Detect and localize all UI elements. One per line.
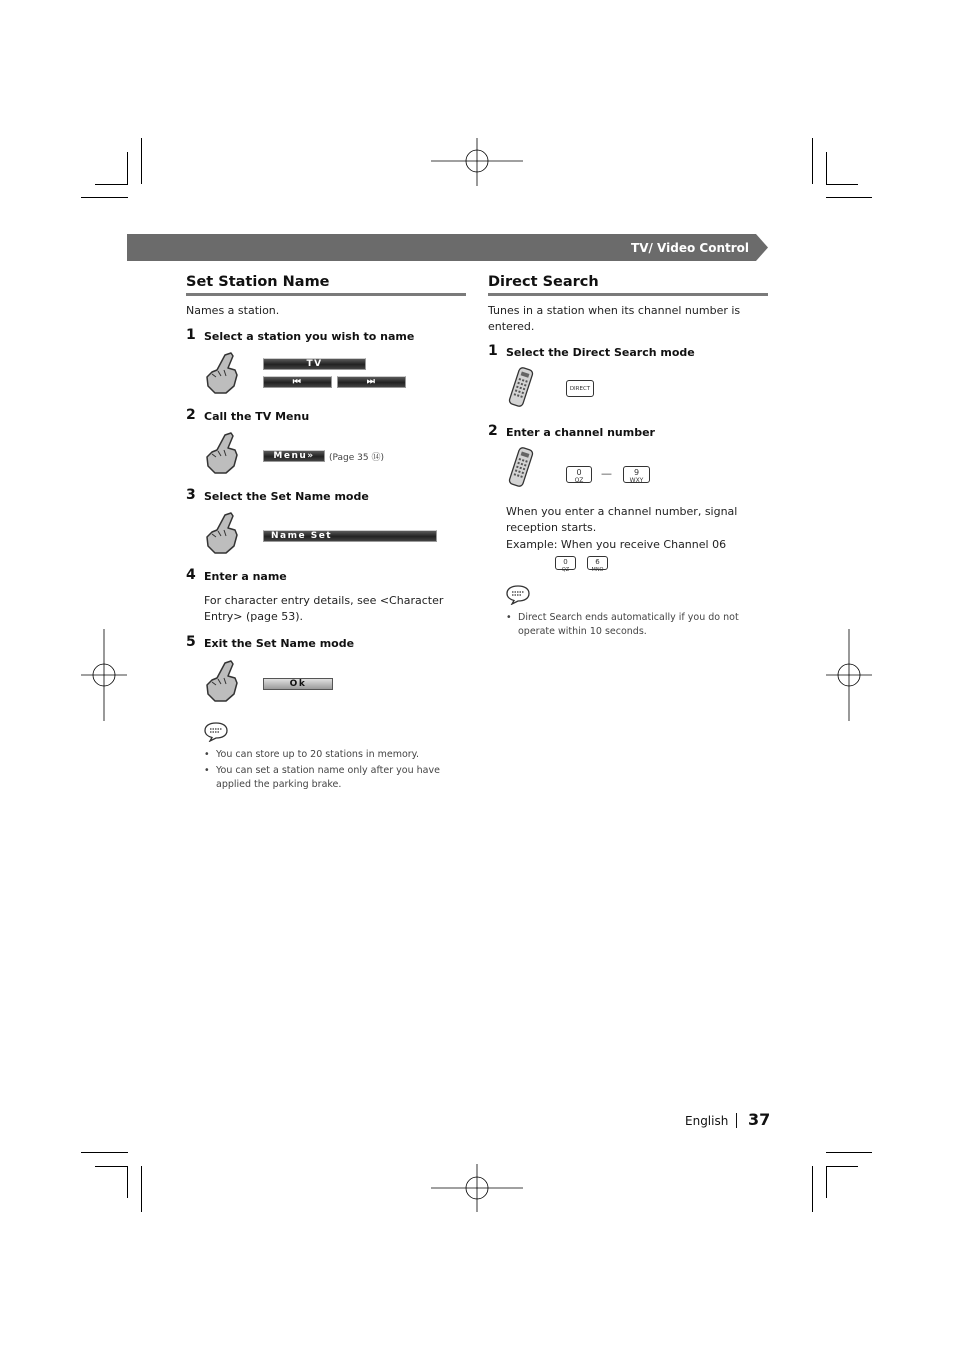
note-icon [506,585,530,605]
left-step-5-number: 5 [186,634,196,650]
note-icon [204,722,228,742]
left-step-4-number: 4 [186,567,196,583]
header-arrow [756,234,768,261]
left-step-2-text: Call the TV Menu [204,410,310,423]
set-station-name-title: Set Station Name [186,274,330,290]
zero-key-label: 0 [576,468,582,477]
left-intro: Names a station. [186,304,280,317]
name-set-button[interactable]: Name Set [263,530,437,542]
direct-key[interactable] [566,380,594,397]
registration-mark-bottom [431,1164,523,1212]
right-step-2-text: Enter a channel number [506,426,655,439]
left-note-2: • You can set a station name only after you have applied the parking brake. [204,765,440,790]
footer-language: English [685,1114,729,1128]
example-six-key [587,556,608,573]
left-step-4-detail: For character entry details, see <Character Entry> (page 53). [204,594,444,623]
menu-page-reference: (Page 35 ⑭) [329,453,384,463]
touch-hand-icon [204,660,240,702]
registration-mark-top [431,138,523,186]
right-section-rule [488,293,768,296]
header-title: TV/ Video Control [631,241,749,255]
left-note-1: • You can store up to 20 stations in memory. [204,749,419,760]
left-step-3-number: 3 [186,487,196,503]
menu-button[interactable]: Menu» [263,450,325,462]
right-step-1-number: 1 [488,343,498,359]
footer-divider [736,1113,737,1128]
left-step-2-number: 2 [186,407,196,423]
left-note-2-text: You can set a station name only after you have applied the parking brake. [216,765,440,790]
right-step-2-number: 2 [488,423,498,439]
right-intro: Tunes in a station when its channel number is entered. [488,304,741,333]
left-step-1-number: 1 [186,327,196,343]
registration-mark-left [81,629,127,721]
remote-control-icon [505,367,537,407]
key-range-dash: — [601,467,612,480]
touch-hand-icon [204,512,240,554]
left-step-3-text: Select the Set Name mode [204,490,369,503]
right-note-1: • Direct Search ends automatically if you do not operate within 10 seconds. [506,612,739,637]
right-note-1-text: Direct Search ends automatically if you do not operate within 10 seconds. [518,612,739,637]
left-step-4-text: Enter a name [204,570,287,583]
touch-hand-icon [204,432,240,474]
left-note-1-text: You can store up to 20 stations in memory. [216,749,419,760]
left-section-rule [186,293,466,296]
right-step-2-detail: When you enter a channel number, signal reception starts. [506,505,738,534]
zero-key-sub: QZ [574,477,584,484]
left-step-1-text: Select a station you wish to name [204,330,415,343]
example-zero-key [555,556,576,573]
left-step-5-text: Exit the Set Name mode [204,637,355,650]
example-zero-key-label: 0 [563,558,568,566]
registration-mark-right [826,629,872,721]
nine-key[interactable] [623,466,650,483]
remote-control-icon [505,447,537,487]
right-example: Example: When you receive Channel 06 [506,538,727,551]
page-number: 37 [748,1110,771,1129]
example-six-key-label: 6 [595,558,600,566]
right-step-1-text: Select the Direct Search mode [506,346,695,359]
example-six-key-sub: MNO [591,567,604,573]
example-zero-key-sub: QZ [561,567,570,573]
zero-key[interactable] [566,466,592,483]
next-station-button[interactable]: ⏭ [337,376,406,388]
nine-key-sub: WXY [629,477,644,484]
nine-key-label: 9 [633,468,640,477]
tv-button[interactable]: TV [263,358,366,370]
ok-button[interactable]: Ok [263,678,333,690]
prev-station-button[interactable]: ⏮ [263,376,332,388]
direct-key-label: DIRECT [569,386,591,392]
direct-search-title: Direct Search [488,274,599,290]
touch-hand-icon [204,352,240,394]
